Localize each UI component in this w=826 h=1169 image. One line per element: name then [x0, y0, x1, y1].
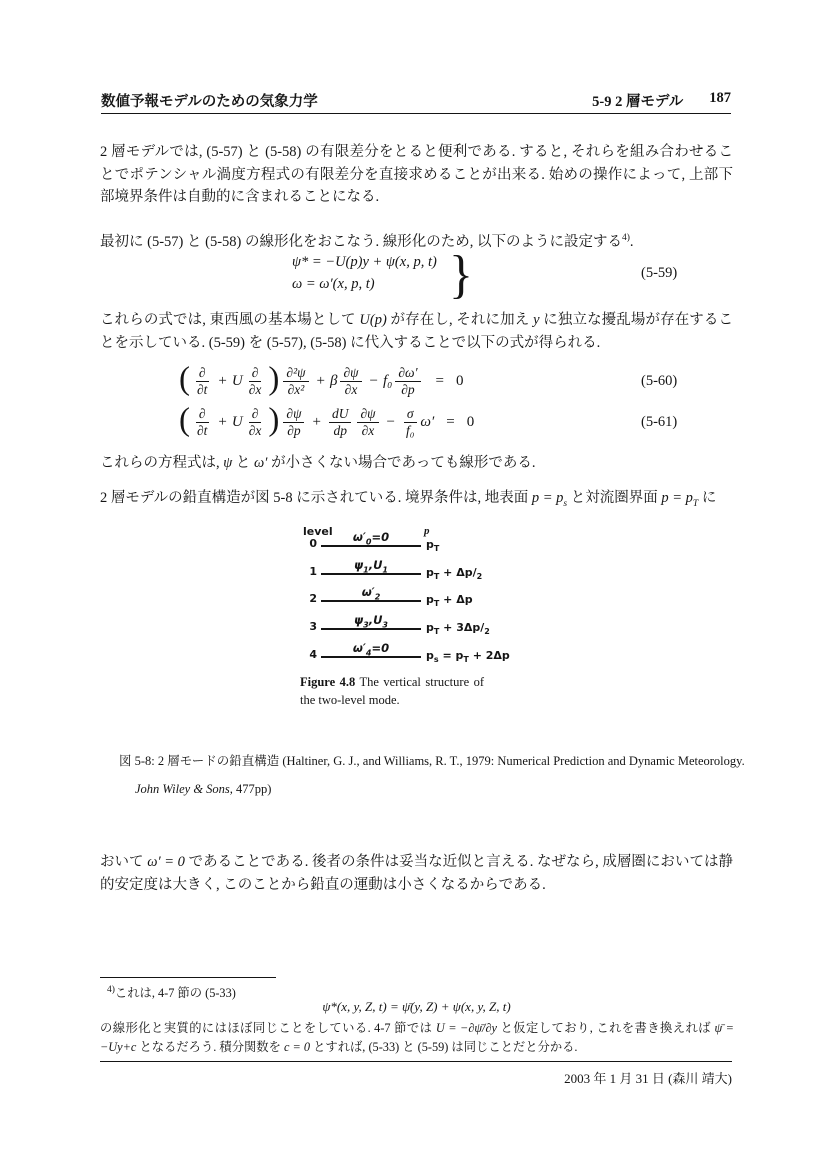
figure-pressure-label: $p_T + \Delta p/_2$	[426, 566, 483, 582]
footnote-intro-text: これは, 4-7 節の (5-33)	[114, 986, 236, 1000]
fraction-dt: $\frac{\partial}{\partial t}$	[197, 364, 208, 397]
paragraph-1	[100, 141, 733, 209]
figure-level-label: $\omega'_0=0$	[352, 530, 390, 547]
right-paren: )	[268, 360, 280, 397]
paragraph-3	[100, 309, 733, 354]
figure-pressure-label: $p_T + \Delta p$	[426, 593, 473, 609]
variable-U: U	[231, 413, 243, 430]
figure-level-label: $\psi_3,U_3$	[353, 613, 388, 630]
inline-math-pT: p = p	[661, 490, 693, 506]
footnote-formula	[100, 999, 733, 1015]
figure-caption-japanese-text: 477pp)	[232, 782, 272, 796]
footnote-body-text: の線形化と実質的にはほぼ同じことをしている. 4-7 節では	[100, 1021, 436, 1035]
figure-caption-japanese-label: 図 5-8:	[119, 754, 155, 768]
equation-5-61	[0, 402, 826, 442]
page-header	[101, 90, 731, 111]
footnote-body	[100, 1019, 734, 1056]
figure-column-p: p	[424, 525, 430, 537]
figure-level-line	[321, 628, 421, 630]
plus-operator: +	[218, 413, 227, 430]
figure-level-label: $\psi_1,U_1$	[353, 558, 388, 575]
footnote-math-3: c = 0	[283, 1039, 311, 1054]
header-page-number: 187	[709, 90, 731, 106]
footer-rule	[100, 1061, 732, 1062]
footnote-formula-text: ψ*(x, y, Z, t) = ψ̄(y, Z) + ψ(x, y, Z, t)	[322, 999, 511, 1014]
figure-caption-japanese	[119, 747, 753, 803]
variable-omega-prime: ω′	[420, 413, 435, 430]
paragraph-6-text: おいて	[100, 854, 148, 870]
figure-level-number: 3	[309, 620, 317, 633]
figure-pressure-label: $p_s = p_T + 2\Delta p$	[426, 649, 510, 665]
paragraph-5-text: と対流圏界面	[567, 490, 662, 506]
figure-caption-english-label: Figure 4.8	[300, 675, 356, 689]
fraction-dpsi-dp: $\frac{\partial\psi}{\partial p}$	[283, 406, 304, 438]
paragraph-2-text: 最初に (5-57) と (5-58) の線形化をおこなう. 線形化のため, 以下のように設定する	[100, 233, 622, 250]
left-paren: (	[179, 360, 190, 397]
header-book-title: 数値予報モデルのための気象力学	[101, 94, 318, 110]
plus-operator: +	[312, 413, 321, 430]
footnote-body-text: と仮定しており, これを書き換えれば	[497, 1021, 715, 1035]
footer-date	[100, 1068, 732, 1087]
fraction-dt: $\frac{\partial}{\partial t}$	[197, 405, 208, 438]
paragraph-5-text: 2 層モデルの鉛直構造が図 5-8 に示されている. 境界条件は, 地表面	[100, 490, 532, 506]
plus-operator: +	[218, 372, 227, 389]
footer-date-text: 2003 年 1 月 31 日 (森川 靖大)	[564, 1071, 732, 1086]
figure-level-line	[321, 600, 421, 602]
paragraph-1-text: 2 層モデルでは, (5-57) と (5-58) の有限差分をとると便利である. すると, それらを組み合わせることでポテンシャル渦度方程式の有限差分を直接求めることが出来る. 始めの操作によって, 上部下部境界条件は自動的に含まれることになる.	[100, 144, 733, 205]
figure-pressure-label: $p_T + 3\Delta p/_2$	[426, 621, 490, 637]
figure-level-line	[321, 545, 421, 547]
figure-caption-japanese-text: 2 層モードの鉛直構造 (Haltiner, G. J., and Williams, R. T., 1979: Numerical Prediction and Dynamic Meteorology.	[154, 754, 745, 768]
footnote-separator	[100, 977, 276, 978]
inline-math-y: y	[533, 312, 540, 328]
paragraph-2	[100, 227, 733, 253]
footnote-marker: 4)	[107, 984, 115, 995]
fraction-dx: $\frac{\partial}{\partial x}$	[248, 364, 262, 397]
fraction-domega-dp: $\frac{\partial\omega'}{\partial p}$	[395, 365, 420, 397]
inline-math-Up: U(p)	[359, 312, 387, 328]
paragraph-6-text: であることである. 後者の条件は妥当な近似と言える. なぜなら, 成層圏においては静的安定度は大きく, このことから鉛直の運動は小さくなるからである.	[100, 854, 733, 893]
equation-5-60-body	[178, 361, 464, 401]
fraction-dpsi-dx: $\frac{\partial\psi}{\partial x}$	[340, 365, 361, 397]
paragraph-4	[100, 452, 733, 475]
fraction-sigma-f0: $\frac{\sigma}{\text{f₀}}$	[403, 406, 417, 438]
equals-sign: =	[435, 372, 445, 389]
paragraph-5-text: に	[698, 490, 717, 506]
fraction-dU-dp: $\frac{dU}{dp}$	[329, 406, 352, 438]
footnote-body-text: とすれば, (5-33) と (5-59) は同じことだと分かる.	[310, 1039, 578, 1054]
footnote-body-text: となるだろう. 積分関数を	[136, 1039, 284, 1054]
paragraph-3-text: これらの式では, 東西風の基本場として	[100, 312, 360, 328]
plus-operator: +	[316, 372, 325, 389]
equals-sign: =	[446, 413, 455, 430]
footnote-math-1: U = −∂ψ̄/∂y	[435, 1021, 498, 1035]
footnote-reference-mark: 4)	[621, 233, 630, 243]
inline-math-omega: ω′	[254, 455, 268, 471]
inline-math-omega-zero: ω′ = 0	[147, 854, 185, 870]
fraction-dpsi-dx: $\frac{\partial\psi}{\partial x}$	[357, 406, 378, 438]
variable-beta: β	[329, 372, 338, 389]
header-section-title: 5-9 2 層モデル	[592, 94, 684, 110]
equation-5-59-lines	[292, 251, 437, 295]
minus-operator: −	[369, 372, 378, 389]
figure-level-line	[321, 656, 421, 658]
paragraph-6	[100, 851, 733, 896]
right-brace: }	[449, 244, 473, 304]
figure-level-number: 0	[309, 537, 317, 550]
subscript-T: T	[692, 498, 699, 509]
subscript-s: s	[563, 498, 568, 509]
figure-level-number: 4	[309, 648, 317, 661]
figure-caption-publisher: John Wiley & Sons,	[135, 782, 233, 796]
figure-level-line	[321, 573, 421, 575]
equation-5-60	[0, 361, 826, 401]
paragraph-2-period: .	[629, 233, 634, 250]
footnote-math-2: ψ̄ = −Uy+c	[100, 1021, 734, 1054]
zero: 0	[456, 372, 464, 389]
figure-level-number: 1	[309, 565, 317, 578]
paragraph-4-text: これらの方程式は,	[100, 455, 224, 471]
variable-f0: f₀	[383, 372, 393, 389]
equation-number-5-60: (5-60)	[641, 373, 678, 389]
zero: 0	[466, 413, 475, 430]
equation-number-5-59: (5-59)	[641, 265, 678, 281]
paragraph-4-text: と	[232, 455, 255, 471]
equation-5-59-line-2: ω = ω′(x, p, t)	[292, 276, 375, 292]
figure-level-label: $\omega'_2$	[361, 585, 381, 602]
paragraph-4-text: が小さくない場合であっても線形である.	[267, 455, 536, 471]
variable-U: U	[231, 372, 243, 389]
equation-5-59-line-1: ψ* = −U(p)y + ψ(x, p, t)	[292, 254, 437, 270]
figure-caption-english	[300, 674, 484, 709]
inline-math-ps: p = p	[531, 490, 564, 506]
fraction-dx: $\frac{\partial}{\partial x}$	[248, 405, 262, 438]
figure-level-number: 2	[309, 592, 317, 605]
paragraph-3-text: に独立な擾乱場が存在することを示している. (5-59) を (5-57), (5-58) に代入することで以下の式が得られる.	[100, 312, 734, 351]
figure-5-8-diagram	[295, 524, 551, 676]
right-paren: )	[268, 401, 280, 438]
header-rule	[101, 113, 731, 114]
minus-operator: −	[386, 413, 395, 430]
equation-5-61-body	[178, 402, 474, 442]
figure-caption-english-text: The vertical structure of the two-level mode.	[300, 675, 484, 707]
figure-level-label: $\omega'_4=0$	[352, 641, 390, 658]
paragraph-5	[100, 487, 733, 515]
paragraph-3-text: が存在し, それに加え	[386, 312, 534, 328]
left-paren: (	[179, 401, 190, 438]
equation-5-59	[0, 244, 826, 304]
figure-column-level: level	[303, 525, 333, 538]
fraction-d2psi-dx2: $\frac{\text{∂²ψ}}{\text{∂x²}}$	[283, 365, 308, 397]
figure-pressure-label: $p_T$	[426, 538, 440, 554]
inline-math-psi: ψ	[223, 455, 233, 471]
equation-number-5-61: (5-61)	[641, 414, 678, 430]
